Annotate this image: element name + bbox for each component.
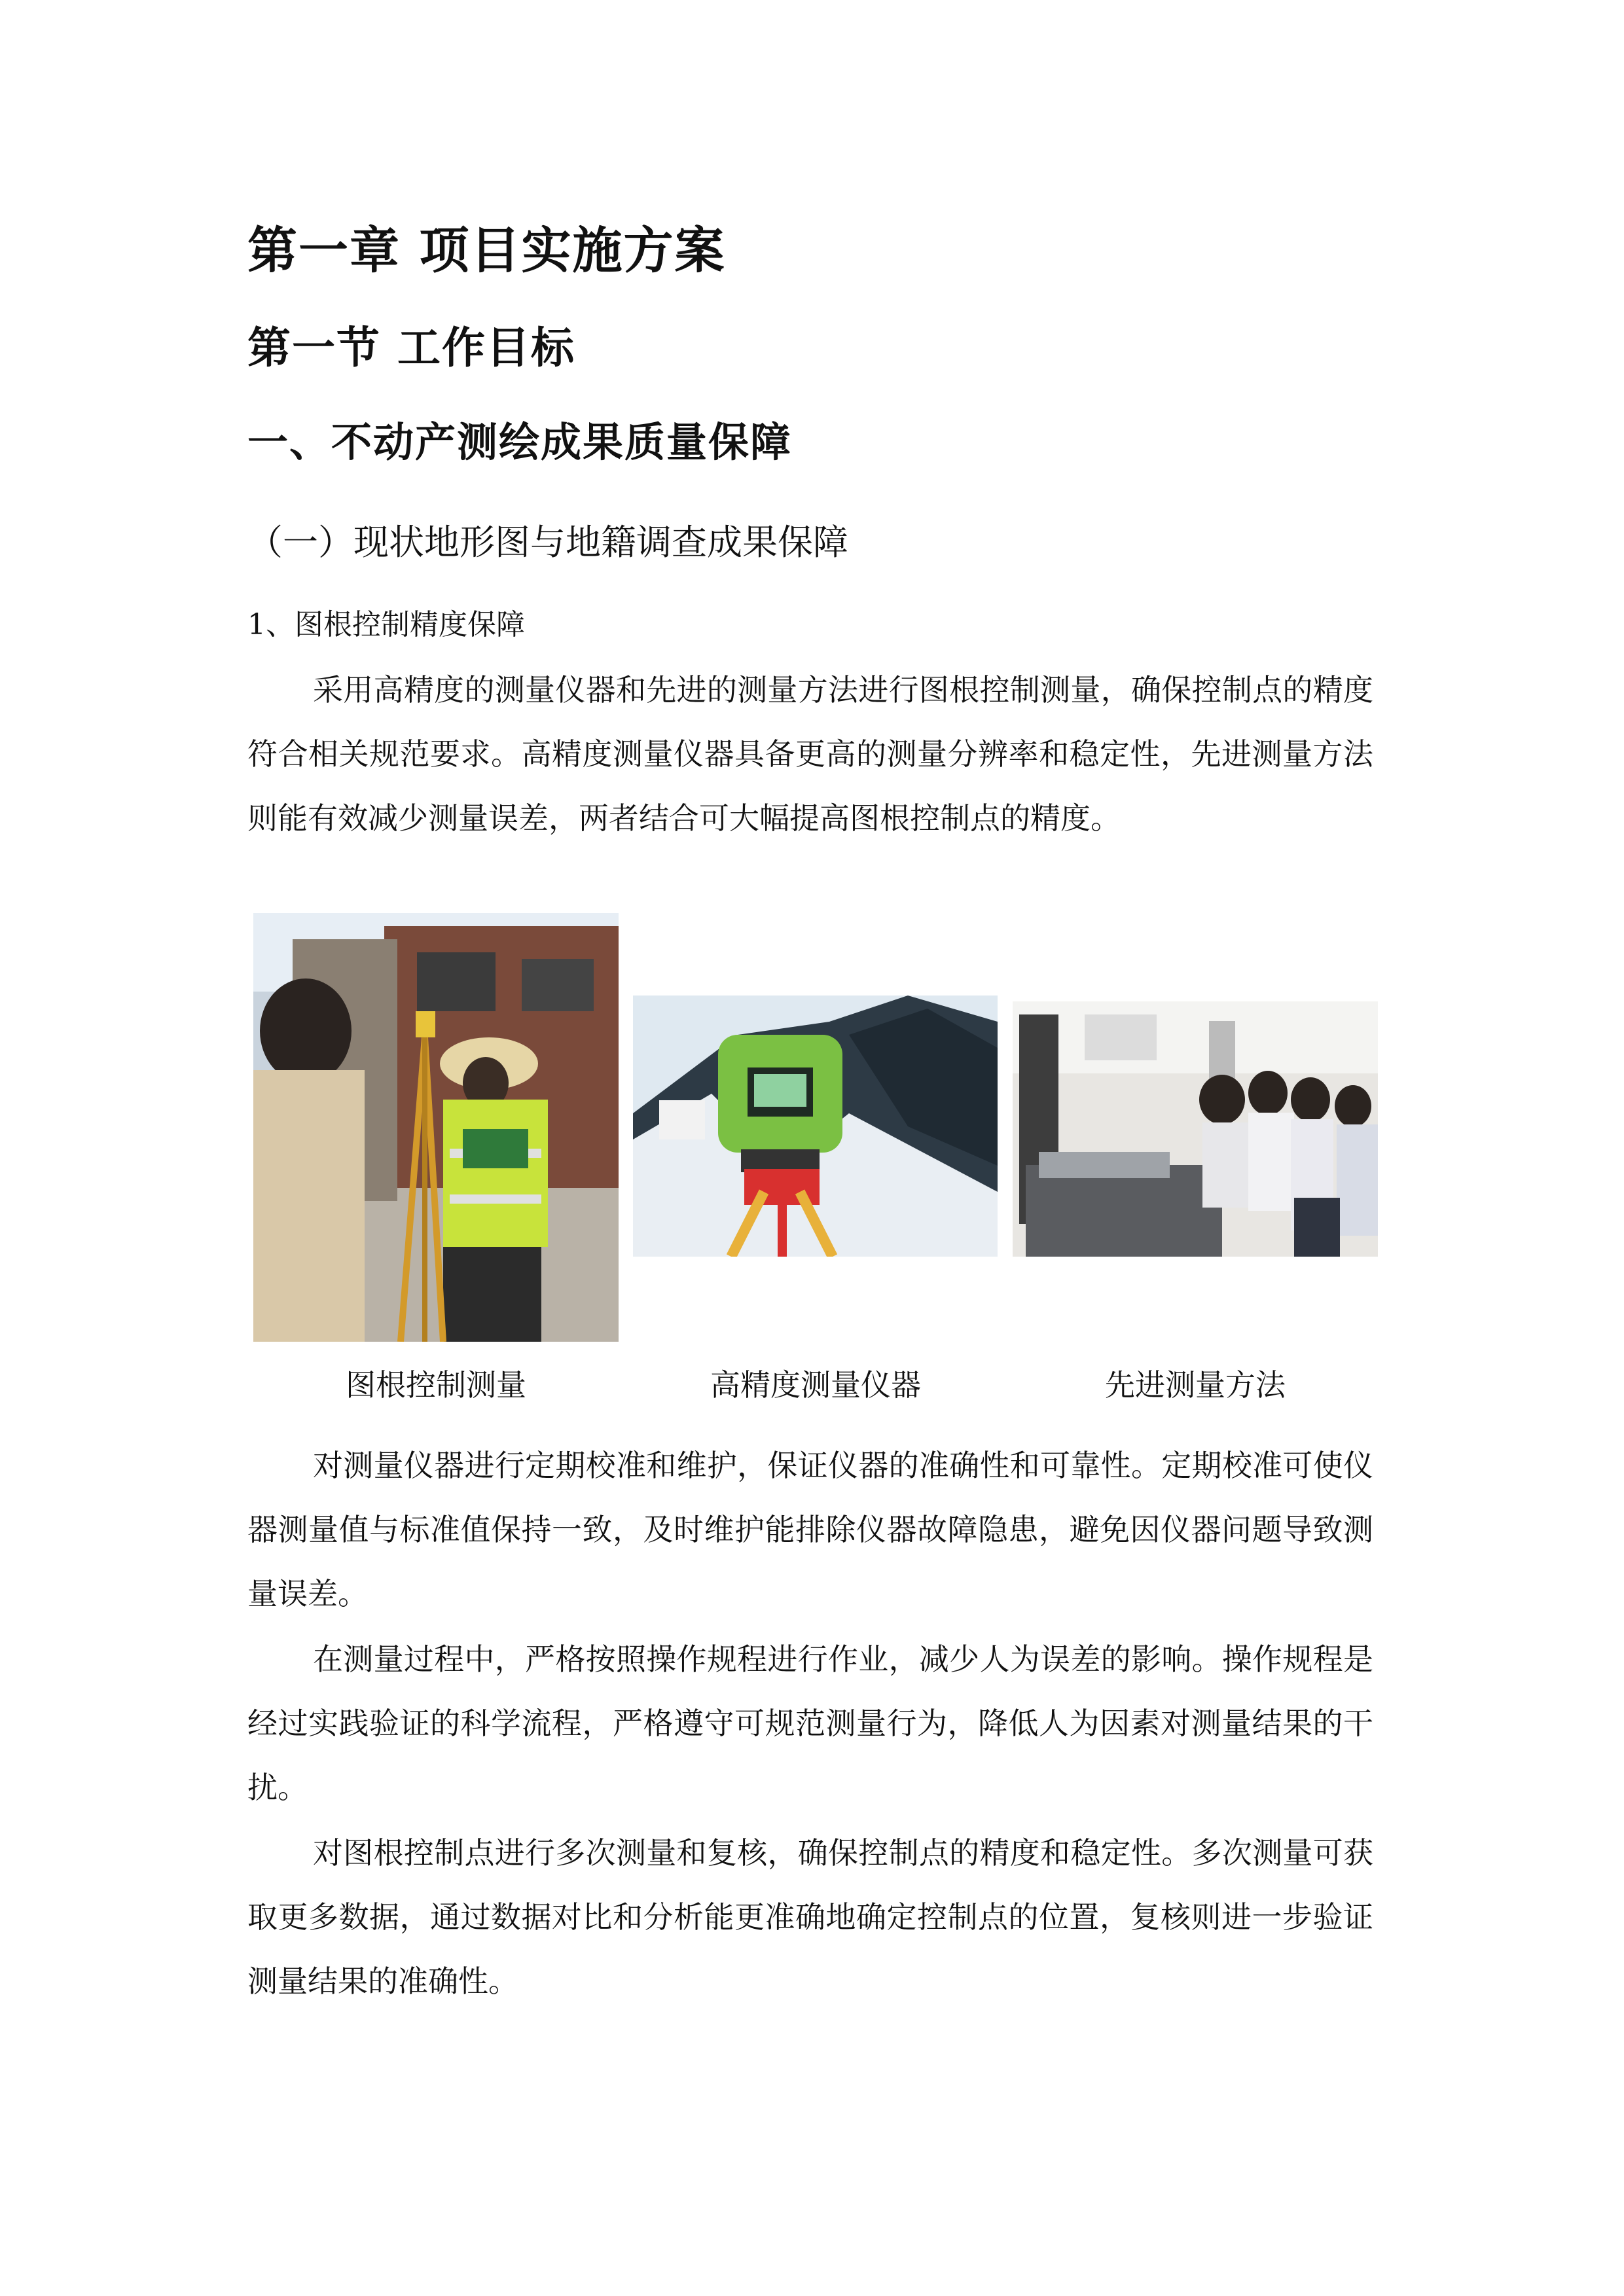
photo-advanced-methods: [1013, 1001, 1378, 1257]
subsubsection-title: （一）现状地形图与地籍调查成果保障: [247, 522, 848, 563]
paragraph-1: 采用高精度的测量仪器和先进的测量方法进行图根控制测量，确保控制点的精度符合相关规范要求。高精度测量仪器具备更高的测量分辨率和稳定性，先进测量方法则能有效减少测量误差，两者结合可大幅提高图根控制点的精度。: [247, 672, 1373, 836]
paragraph-3: 在测量过程中，严格按照操作规程进行作业，减少人为误差的影响。操作规程是经过实践验证的科学流程，严格遵守可规范测量行为，降低人为因素对测量结果的干扰。: [247, 1641, 1373, 1805]
figure-caption-3: 先进测量方法: [1105, 1367, 1286, 1403]
figure-caption-1: 图根控制测量: [346, 1367, 526, 1403]
photo-precision-instrument: [633, 996, 998, 1257]
paragraph-2: 对测量仪器进行定期校准和维护，保证仪器的准确性和可靠性。定期校准可使仪器测量值与标准值保持一致，及时维护能排除仪器故障隐患，避免因仪器问题导致测量误差。: [247, 1448, 1373, 1611]
photo-field-survey: [253, 913, 619, 1342]
chapter-title: 第一章 项目实施方案: [247, 221, 726, 279]
paragraph-4: 对图根控制点进行多次测量和复核，确保控制点的精度和稳定性。多次测量可获取更多数据，通过数据对比和分析能更准确地确定控制点的位置，复核则进一步验证测量结果的准确性。: [247, 1835, 1373, 1999]
figure-caption-2: 高精度测量仪器: [710, 1367, 921, 1403]
item-title: 1、图根控制精度保障: [247, 608, 525, 641]
section-title: 第一节 工作目标: [247, 323, 575, 373]
subsection-title: 一、不动产测绘成果质量保障: [247, 418, 793, 466]
